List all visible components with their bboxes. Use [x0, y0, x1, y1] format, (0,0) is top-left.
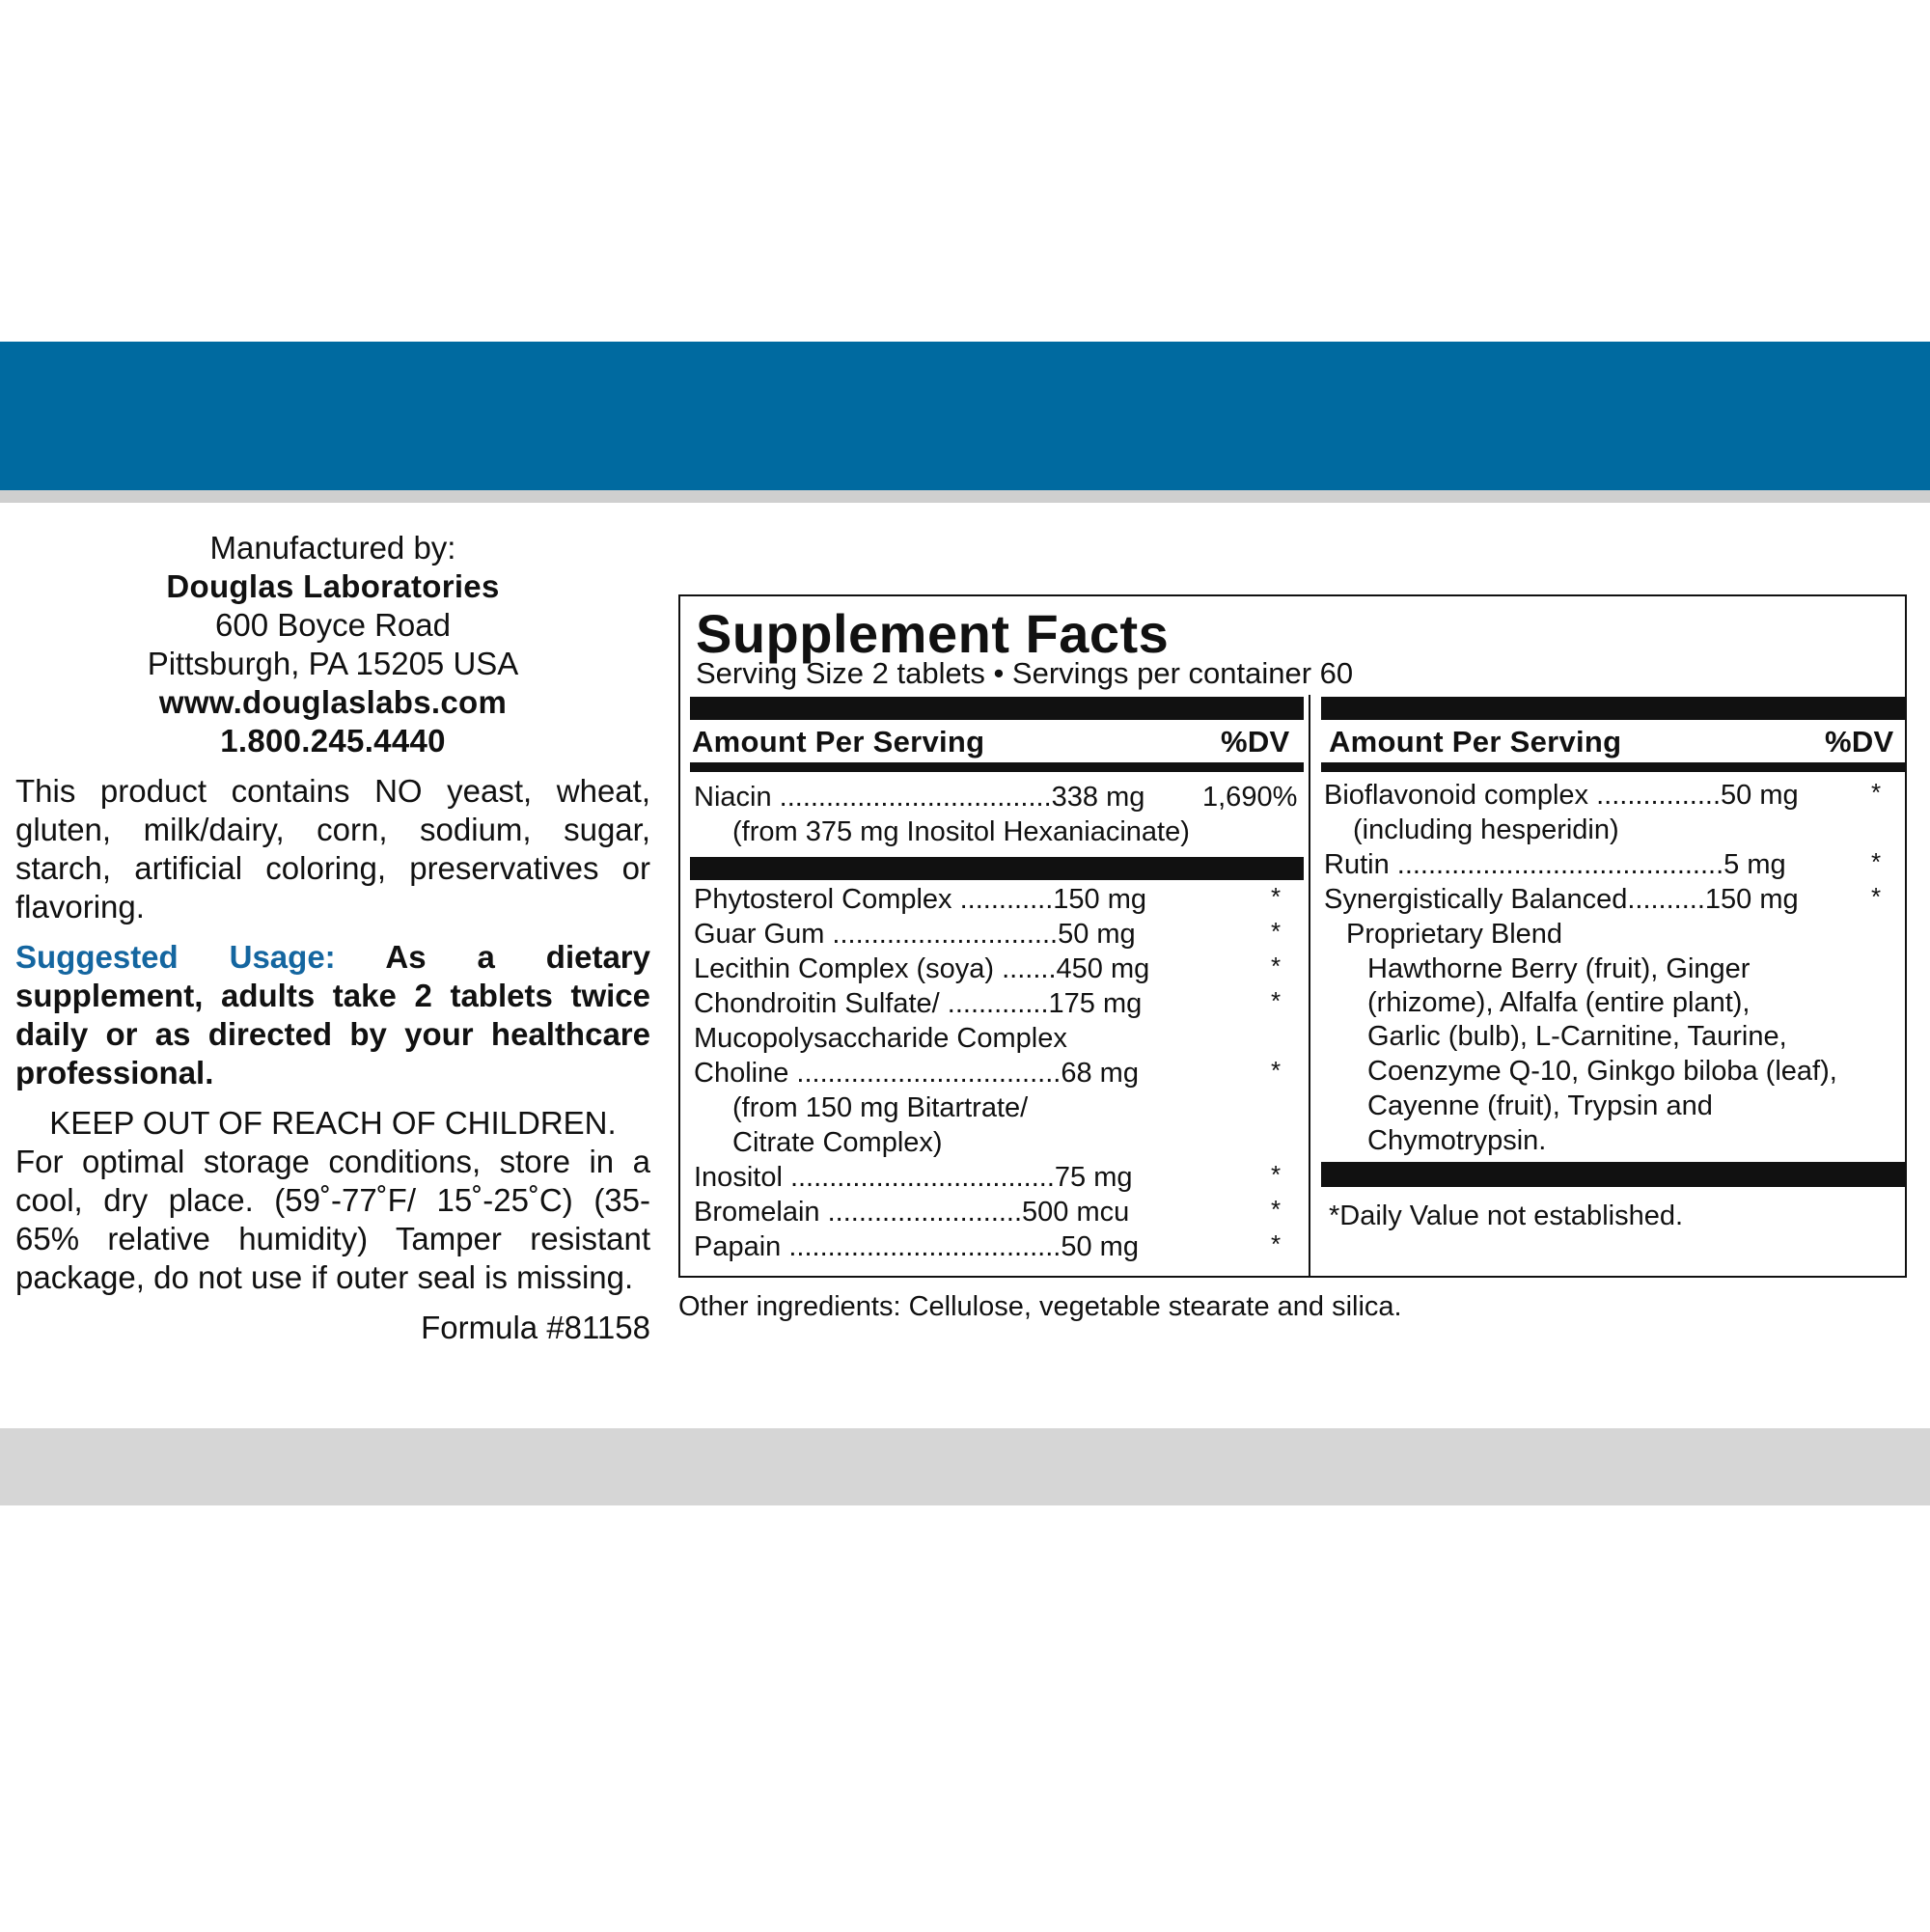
dv-footnote: *Daily Value not established.	[1329, 1201, 1684, 1231]
fact-row: Cayenne (fruit), Trypsin and	[1367, 1090, 1713, 1121]
other-ingredients: Other ingredients: Cellulose, vegetable stearate and silica.	[678, 1291, 1402, 1322]
right-bottom-rule	[1321, 1162, 1905, 1187]
niacin-dv: 1,690%	[1202, 782, 1298, 813]
dv-asterisk: *	[1271, 917, 1282, 946]
left-mid-rule	[690, 857, 1304, 880]
fact-row: Mucopolysaccharide Complex	[694, 1023, 1067, 1054]
right-amount-header: Amount Per Serving	[1329, 725, 1622, 759]
fact-row: Papain ...................................50 mg	[694, 1231, 1139, 1262]
fact-row: (rhizome), Alfalfa (entire plant),	[1367, 987, 1751, 1018]
manufacturer-phone: 1.800.245.4440	[220, 723, 446, 759]
column-divider	[1309, 695, 1310, 1278]
dv-asterisk: *	[1871, 778, 1882, 807]
supplement-facts-panel	[678, 594, 1907, 1278]
dv-asterisk: *	[1871, 847, 1882, 876]
right-thick-rule	[1321, 697, 1905, 720]
dv-asterisk: *	[1271, 952, 1282, 980]
fact-row: Coenzyme Q-10, Ginkgo biloba (leaf),	[1367, 1056, 1837, 1087]
label-left-column	[15, 529, 650, 1347]
fact-row: Inositol ..................................75 mg	[694, 1162, 1133, 1193]
manufacturer-block	[15, 529, 650, 760]
allergen-statement: This product contains NO yeast, wheat, gluten, milk/dairy, corn, sodium, sugar, starch, artificial coloring, preservatives or flavoring.	[15, 773, 650, 925]
bottom-gray-band	[0, 1428, 1930, 1505]
suggested-usage-label: Suggested Usage:	[15, 939, 336, 975]
fact-row: Lecithin Complex (soya) .......450 mg	[694, 953, 1150, 984]
fact-row: Garlic (bulb), L-Carnitine, Taurine,	[1367, 1021, 1787, 1052]
dv-asterisk: *	[1271, 1195, 1282, 1224]
child-warning: KEEP OUT OF REACH OF CHILDREN.	[49, 1105, 617, 1141]
dv-asterisk: *	[1271, 1229, 1282, 1258]
fact-row: Synergistically Balanced..........150 mg	[1324, 884, 1799, 915]
manufacturer-website: www.douglaslabs.com	[158, 684, 508, 720]
fact-row: (from 150 mg Bitartrate/	[732, 1092, 1029, 1123]
left-dv-header: %DV	[1221, 725, 1290, 759]
suggested-usage	[15, 938, 650, 1092]
facts-title: Supplement Facts	[696, 603, 1170, 664]
fact-row: Chondroitin Sulfate/ .............175 mg	[694, 988, 1143, 1019]
fact-row: Guar Gum .............................50 mg	[694, 919, 1136, 950]
formula-number: Formula #81158	[421, 1310, 650, 1345]
fact-row: Bioflavonoid complex ................50 mg	[1324, 780, 1799, 811]
suggested-usage-text: As a dietary supplement, adults take 2 tablets twice daily or as directed by your healthcare professional.	[15, 939, 651, 1090]
left-thick-rule	[690, 697, 1304, 720]
top-gray-stripe	[0, 490, 1930, 503]
fact-row: Bromelain .........................500 mcu	[694, 1197, 1130, 1228]
niacin-row: Niacin ...................................338 mg	[694, 782, 1145, 813]
dv-asterisk: *	[1271, 882, 1282, 911]
dv-asterisk: *	[1271, 986, 1282, 1015]
manufacturer-label: Manufactured by:	[209, 530, 456, 566]
dv-asterisk: *	[1271, 1056, 1282, 1085]
top-blue-band	[0, 342, 1930, 490]
right-header-rule	[1321, 762, 1905, 772]
fact-row: (including hesperidin)	[1353, 814, 1619, 845]
fact-row: Citrate Complex)	[732, 1127, 943, 1158]
dv-asterisk: *	[1271, 1160, 1282, 1189]
fact-row: Choline ..................................68 mg	[694, 1058, 1139, 1089]
left-header-rule	[690, 762, 1304, 772]
right-dv-header: %DV	[1825, 725, 1894, 759]
manufacturer-address-street: 600 Boyce Road	[214, 607, 451, 643]
fact-row: Hawthorne Berry (fruit), Ginger	[1367, 953, 1751, 984]
fact-row: Phytosterol Complex ............150 mg	[694, 884, 1147, 915]
fact-row: Chymotrypsin.	[1367, 1125, 1547, 1156]
dv-asterisk: *	[1871, 882, 1882, 911]
fact-row: Proprietary Blend	[1346, 919, 1563, 950]
storage-instructions: For optimal storage conditions, store in a cool, dry place. (59˚-77˚F/ 15˚-25˚C) (35-65% relative humidity) Tamper resistant package, do not use if outer seal is missing.	[15, 1144, 650, 1295]
manufacturer-name: Douglas Laboratories	[166, 568, 500, 604]
fact-row: Rutin ..........................................5 mg	[1324, 849, 1786, 880]
serving-info: Serving Size 2 tablets • Servings per container 60	[696, 656, 1354, 690]
left-amount-header: Amount Per Serving	[692, 725, 985, 759]
manufacturer-address-city: Pittsburgh, PA 15205 USA	[147, 646, 519, 681]
niacin-source: (from 375 mg Inositol Hexaniacinate)	[732, 816, 1190, 847]
